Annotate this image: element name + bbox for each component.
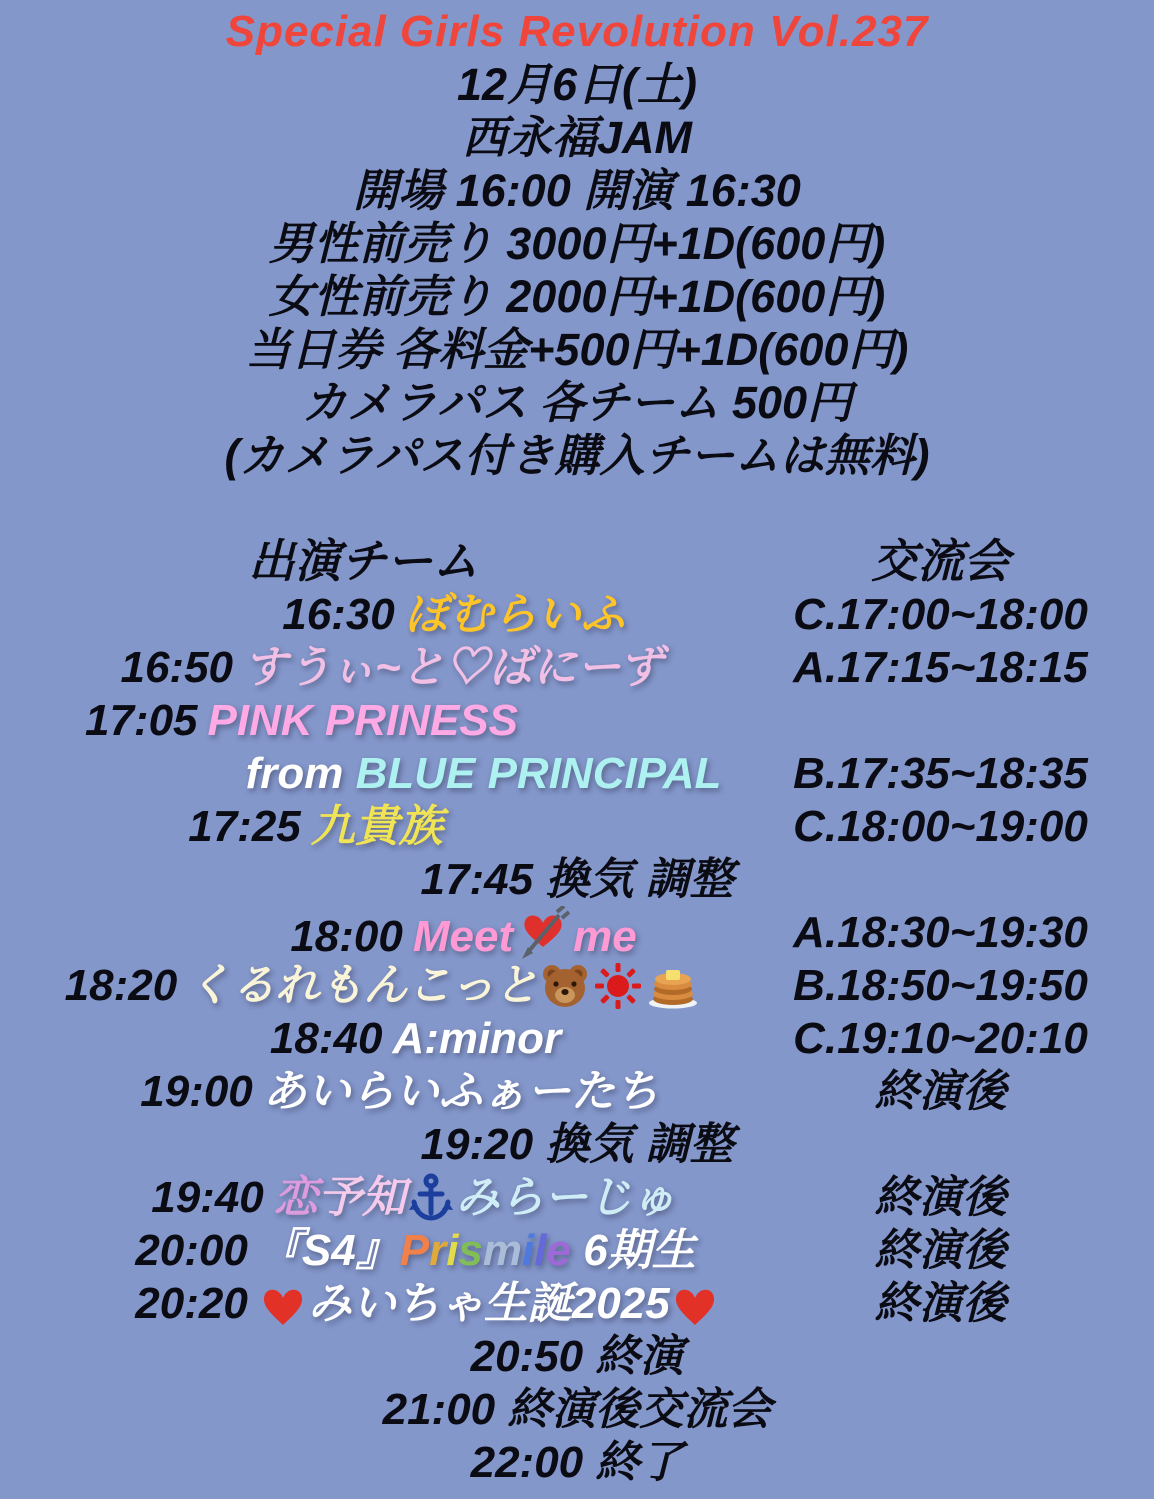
schedule-row: [0, 906, 1154, 959]
team-name-segment: l: [534, 1226, 547, 1275]
meetup-time: 終演後: [874, 1067, 1007, 1116]
schedule-row: [0, 747, 1154, 800]
schedule-row: [0, 959, 1154, 1012]
row-time: 19:40: [151, 1173, 264, 1222]
row-time: 19:00: [140, 1067, 253, 1116]
schedule-header: [0, 534, 1154, 588]
meetup-time: A.17:15~18:15: [793, 643, 1088, 692]
performer-cell: [52, 1012, 779, 1065]
open-start-times: 開場 16:00 開演 16:30: [353, 165, 801, 216]
event-date: 12月6日(土): [456, 59, 698, 110]
team-name-segment: me: [573, 912, 637, 961]
team-name-segment: みいちゃ生誕2025: [307, 1279, 670, 1328]
bear-icon: [541, 963, 589, 1009]
team-name-segment: P: [399, 1226, 430, 1275]
meetup-time: 終演後: [874, 1173, 1007, 1222]
schedule-row: [0, 1224, 1154, 1277]
row-time: 18:40: [269, 1014, 383, 1063]
schedule-row: [0, 694, 1154, 747]
heart-icon: [261, 1285, 305, 1327]
schedule-note: 22:00 終了: [470, 1438, 684, 1487]
row-time: 16:50: [120, 643, 234, 692]
meetup-time: 終演後: [874, 1226, 1007, 1275]
schedule-row: [0, 1383, 1154, 1436]
schedule-note: 17:45 換気 調整: [420, 855, 734, 904]
team-name-segment: 九貴族: [310, 802, 443, 851]
team-name-segment: くるれもんこっと: [187, 961, 539, 1010]
performer-cell: [0, 800, 679, 853]
team-name-segment: すうぃ~と♡ばにーず: [243, 643, 663, 692]
pancakes-icon: [647, 961, 699, 1009]
row-time: 20:20: [135, 1279, 248, 1328]
team-name-segment: BLUE PRINCIPAL: [355, 749, 722, 798]
performer-cell: [20, 959, 747, 1012]
performer-cell: [28, 641, 755, 694]
performer-cell: [0, 694, 665, 747]
meetup-time: C.17:00~18:00: [793, 590, 1088, 639]
performer-cell: [120, 747, 847, 800]
team-name-segment: from: [245, 749, 356, 798]
schedule-row: [0, 1436, 1154, 1489]
schedule-row: [0, 853, 1154, 906]
team-name-segment: Meet: [412, 912, 514, 961]
team-name-segment: ぼむらいふ: [404, 590, 625, 639]
meetup-time: [727, 694, 1154, 747]
event-info: [0, 58, 1154, 482]
schedule-row: [0, 588, 1154, 641]
team-name-segment: 予知: [317, 1173, 406, 1222]
team-name-segment: e: [546, 1226, 571, 1275]
schedule-row: [0, 1012, 1154, 1065]
schedule-note: 21:00 終演後交流会: [382, 1385, 772, 1434]
schedule-row: [0, 1065, 1154, 1118]
row-time: 20:00: [135, 1226, 248, 1275]
team-name-segment: 6期生: [570, 1226, 696, 1275]
schedule-row: [0, 1330, 1154, 1383]
meetup-time: 終演後: [874, 1279, 1007, 1328]
row-time: 17:05: [84, 696, 198, 745]
performer-cell: [90, 588, 817, 641]
meetup-time: B.17:35~18:35: [793, 749, 1088, 798]
team-name-segment: A:minor: [392, 1014, 562, 1063]
schedule-row: [0, 1118, 1154, 1171]
row-time: 16:30: [282, 590, 395, 639]
price-female-advance: 女性前売り 2000円+1D(600円): [268, 271, 886, 322]
team-name-segment: s: [458, 1226, 483, 1275]
performer-cell: [52, 1224, 779, 1277]
camera-pass-price: カメラパス 各チーム 500円: [301, 377, 853, 428]
row-time: 18:20: [64, 961, 178, 1010]
team-name-segment: PINK PRINESS: [207, 696, 519, 745]
schedule-row: [0, 1171, 1154, 1224]
meetup-time: A.18:30~19:30: [793, 908, 1088, 957]
sun-icon: [595, 963, 641, 1009]
schedule-row: [0, 641, 1154, 694]
row-time: 17:25: [188, 802, 301, 851]
schedule-row: [0, 1277, 1154, 1330]
schedule-note: 19:20 換気 調整: [420, 1120, 734, 1169]
row-time: 18:00: [290, 912, 403, 961]
heart-icon: [673, 1285, 717, 1327]
team-name-segment: みらーじゅ: [455, 1173, 676, 1222]
heart-arrow-icon: [516, 906, 570, 960]
schedule-rows: [0, 588, 1154, 1489]
team-name-segment: r: [429, 1226, 447, 1275]
team-name-segment: 恋: [273, 1173, 318, 1222]
performer-cell: [100, 906, 827, 959]
performer-cell: [36, 1065, 763, 1118]
meetup-time: C.18:00~19:00: [793, 802, 1088, 851]
schedule-note: 20:50 終演: [470, 1332, 684, 1381]
meetup-time: B.18:50~19:50: [793, 961, 1088, 1010]
price-door: 当日券 各料金+500円+1D(600円): [245, 324, 909, 375]
price-male-advance: 男性前売り 3000円+1D(600円): [268, 218, 886, 269]
team-name-segment: 『S4』: [257, 1226, 400, 1275]
camera-pass-note: (カメラパス付き購入チームは無料): [224, 430, 930, 481]
schedule-row: [0, 800, 1154, 853]
team-name-segment: m: [482, 1226, 523, 1275]
venue-name: 西永福JAM: [461, 112, 692, 163]
page-title: Special Girls Revolution Vol.237: [225, 7, 929, 56]
meetup-time: C.19:10~20:10: [793, 1014, 1088, 1063]
performer-cell: [50, 1171, 777, 1224]
team-name-segment: i: [446, 1226, 459, 1275]
team-name-segment: あいらいふぁーたち: [262, 1067, 659, 1116]
performer-cell: [64, 1277, 791, 1330]
column-header-meetup: 交流会: [871, 535, 1010, 587]
anchor-icon: [409, 1173, 453, 1221]
column-header-performers: 出演チーム: [248, 535, 479, 587]
team-name-segment: i: [522, 1226, 535, 1275]
